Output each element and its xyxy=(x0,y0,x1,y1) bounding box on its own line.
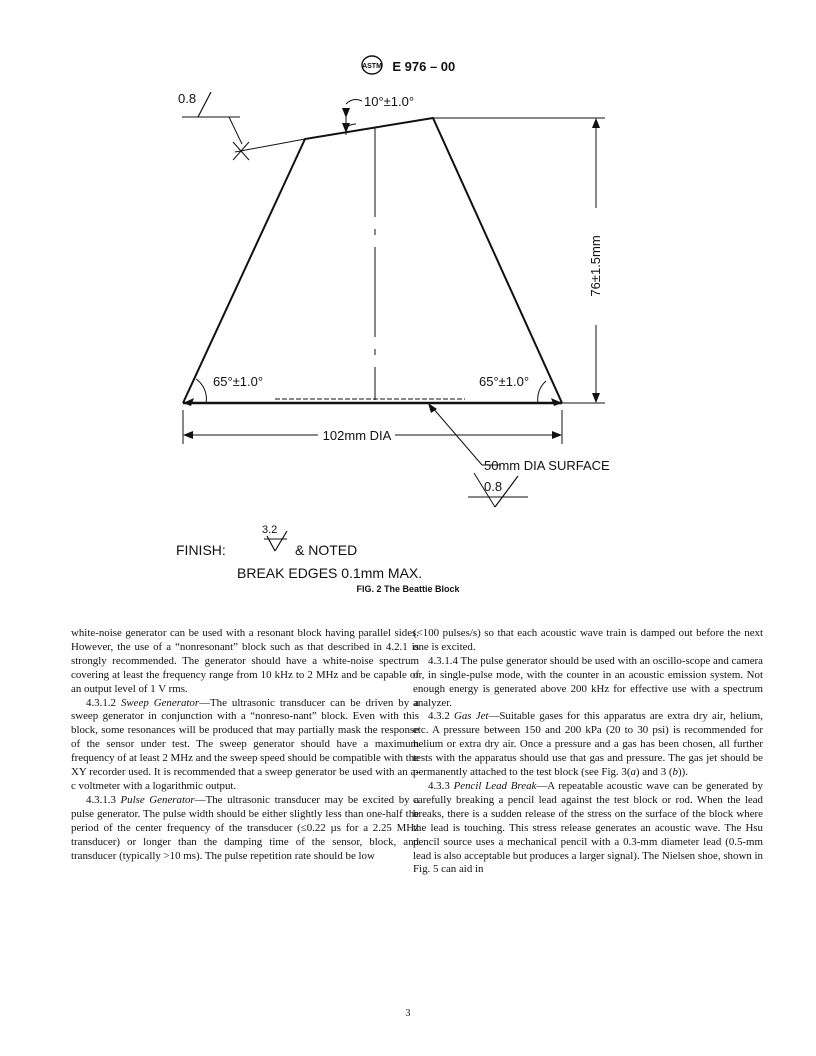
bottom-surface-finish-label: 0.8 xyxy=(484,479,503,494)
finish-label: FINISH: xyxy=(176,542,226,558)
right-angle-arc xyxy=(538,381,546,403)
italic-text: Pulse Generator xyxy=(120,793,195,806)
page-number: 3 xyxy=(405,1008,411,1019)
paragraph xyxy=(413,710,763,780)
italic-text: Pencil Lead Break xyxy=(453,779,537,792)
paragraph xyxy=(71,627,419,697)
paragraph xyxy=(71,794,419,864)
base-dimension-label: 102mm DIA xyxy=(322,428,392,443)
finish-noted: & NOTED xyxy=(295,542,358,558)
left-angle-arc xyxy=(196,379,206,403)
paragraph xyxy=(413,655,763,711)
paragraph xyxy=(413,780,763,877)
text-run: )). xyxy=(677,766,688,779)
logo-text: ASTM xyxy=(361,63,382,70)
left-text-column xyxy=(71,627,419,863)
text-run: —A repeatable acoustic wave can be generated by carefully breaking a pencil lead against the test block or rod. When the lead breaks, there is a sudden release of the stress on the surface of the block where the lead is touching. This stress release generates an acoustic wave. The Hsu pencil source uses a mechanical pencil with a 0.3-mm diameter lead (0.5-mm lead is also acceptable but produces a larger signal). The Nielsen shoe, shown in Fig. 5 can aid in xyxy=(413,779,763,876)
block-outline xyxy=(183,118,562,403)
text-run: 4.3.3 xyxy=(428,779,454,792)
text-run: —Suitable gases for this apparatus are extra dry air, helium, etc. A pressure between 150 and 200 kPa (20 to 30 psi) is recommended for helium or extra dry air. Once a pressure and a gas has been chosen, all further tests with the apparatus should use that gas and pressure. The gas jet should be permanently attached to the test block (see Fig. 3( xyxy=(413,710,763,779)
right-angle-label: 65°±1.0° xyxy=(479,374,530,389)
italic-text: Gas Jet xyxy=(454,710,489,723)
surface-dia-label: 50mm DIA SURFACE xyxy=(484,458,610,473)
text-run: white-noise generator can be used with a resonant block having parallel sides. However, the use of a “nonresonant” block such as that described in 4.2.1 is strongly recommended. The generator should have a white-noise spectrum covering at least the frequency range from 10 kHz to 2 MHz and be capable of an output level of 1 V rms. xyxy=(71,627,419,695)
text-run: 4.3.1.2 xyxy=(86,696,121,709)
paragraph xyxy=(413,627,763,655)
right-text-column xyxy=(413,627,763,877)
finish-value: 3.2 xyxy=(262,524,278,536)
figure-caption: FIG. 2 The Beattie Block xyxy=(356,584,460,594)
break-edges-note: BREAK EDGES 0.1mm MAX. xyxy=(237,565,423,581)
document-designation: E 976 – 00 xyxy=(392,59,456,74)
paragraph xyxy=(71,697,419,794)
text-run: (<100 pulses/s) so that each acoustic wave train is damped out before the next one is excited. xyxy=(413,627,763,653)
height-dimension-label: 76±1.5mm xyxy=(588,235,603,297)
left-angle-label: 65°±1.0° xyxy=(213,374,264,389)
text-run: —The ultrasonic transducer can be driven by a sweep generator in conjunction with a “nonreso-nant” block. Even with this block, some resonances will be produced that may partially mask the response of the sensor under test. The sweep generator should have a maximum frequency of at least 2 MHz and the sweep speed should be compatible with the XY recorder used. It is recommended that a sweep generator be used with an a-c voltmeter with a logarithmic output. xyxy=(71,696,420,792)
text-run: ) and 3 ( xyxy=(635,766,673,779)
italic-text: a xyxy=(630,766,636,779)
top-surface-finish-label: 0.8 xyxy=(178,91,197,106)
top-angle-label: 10°±1.0° xyxy=(364,94,415,109)
text-run: —The ultrasonic transducer may be excited by a pulse generator. The pulse width should be either slightly less than one-half the period of the center frequency of the transducer (≤0.22 µs for a 2.25 MHz transducer) or longer than the damping time of the sensor, block, and transducer (typically >10 ms). The pulse repetition rate should be low xyxy=(71,793,419,862)
italic-text: Sweep Generator xyxy=(120,696,200,709)
italic-text: b xyxy=(672,766,678,779)
text-run: 4.3.1.3 xyxy=(86,793,121,806)
text-run: 4.3.1.4 The pulse generator should be used with an oscillo-scope and camera or, in single-pulse mode, with the counter in an acoustic emission system. Not enough energy is generated above 200 kHz for effective use with a spectrum analyzer. xyxy=(413,654,763,709)
text-run: 4.3.2 xyxy=(428,710,454,723)
